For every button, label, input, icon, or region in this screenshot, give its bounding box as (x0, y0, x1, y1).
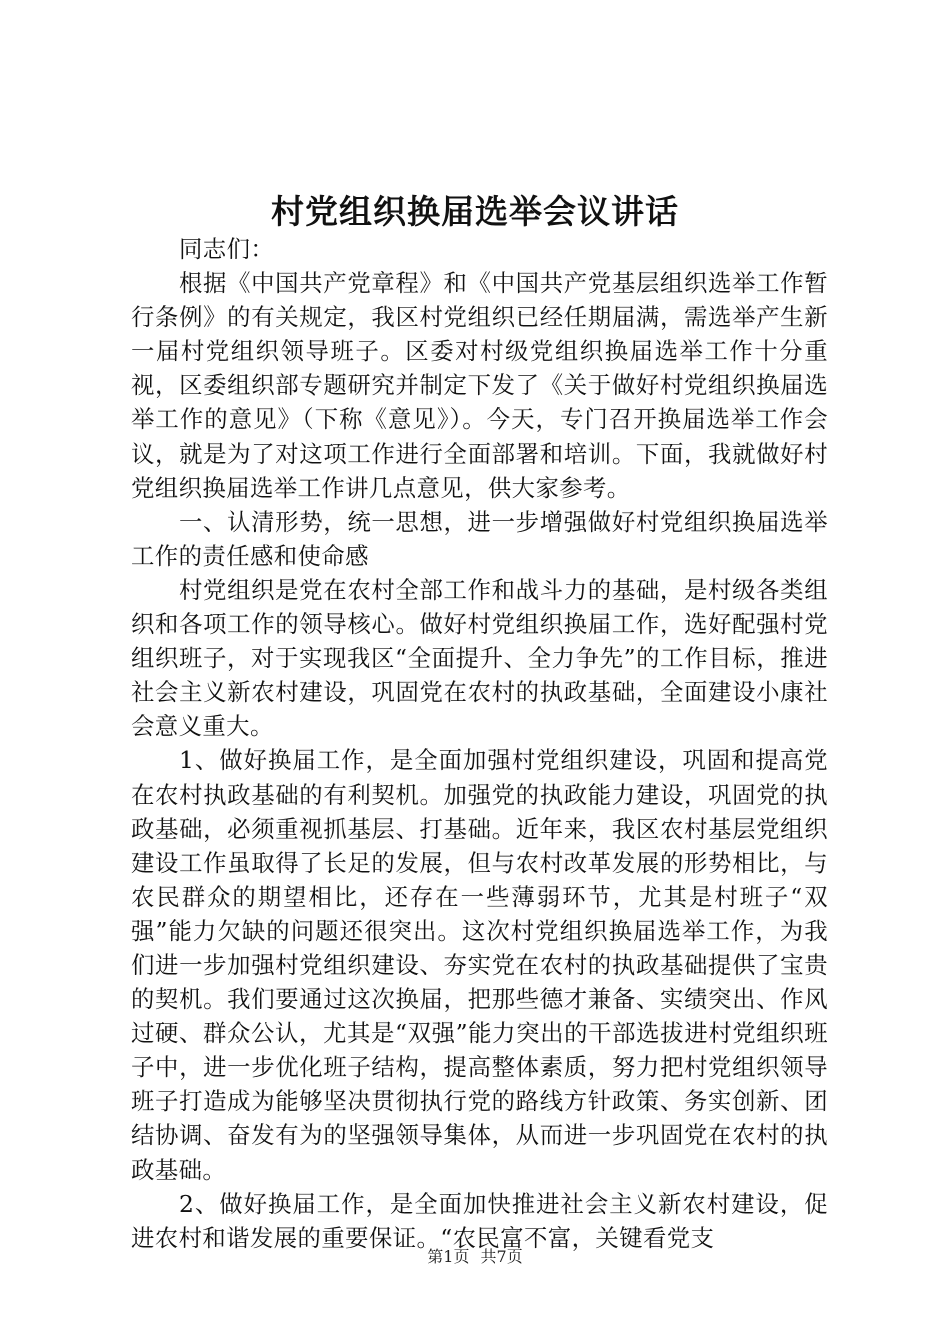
document-title: 村党组织换届选举会议讲话 (271, 192, 679, 231)
section-1-paragraph: 村党组织是党在农村全部工作和战斗力的基础，是村级各类组织和各项工作的领导核心。做好村党组织换届工作，选好配强村党组织班子，对于实现我区“全面提升、全力争先”的工作目标，推进社会主义新农村建设，巩固党在农村的执政基础，全面建设小康社会意义重大。 (131, 575, 828, 741)
point-2-paragraph: 2、做好换届工作，是全面加快推进社会主义新农村建设，促进农村和谐发展的重要保证。“农民富不富，关键看党支 (131, 1189, 828, 1252)
page-number: 第1页 (427, 1247, 470, 1266)
section-heading-1: 一、认清形势，统一思想，进一步增强做好村党组织换届选举工作的责任感和使命感 (131, 507, 828, 570)
intro-paragraph: 根据《中国共产党章程》和《中国共产党基层组织选举工作暂行条例》的有关规定，我区村党组织已经任期届满，需选举产生新一届村党组织领导班子。区委对村级党组织换届选举工作十分重视，区委组织部专题研究并制定下发了《关于做好村党组织换届选举工作的意见》（下称《意见》）。今天，专门召开换届选举工作会议，就是为了对这项工作进行全面部署和培训。下面，我就做好村党组织换届选举工作讲几点意见，供大家参考。 (131, 269, 828, 502)
point-1-paragraph: 1、做好换届工作，是全面加强村党组织建设，巩固和提高党在农村执政基础的有利契机。加强党的执政能力建设，巩固党的执政基础，必须重视抓基层、打基础。近年来，我区农村基层党组织建设工作虽取得了长足的发展，但与农村改革发展的形势相比，与农民群众的期望相比，还存在一些薄弱环节，尤其是村班子“双强”能力欠缺的问题还很突出。这次村党组织换届选举工作，为我们进一步加强村党组织建设、夯实党在农村的执政基础提供了宝贵的契机。我们要通过这次换届，把那些德才兼备、实绩突出、作风过硬、群众公认，尤其是“双强”能力突出的干部选拔进村党组织班子中，进一步优化班子结构，提高整体素质，努力把村党组织领导班子打造成为能够坚决贯彻执行党的路线方针政策、务实创新、团结协调、奋发有为的坚强领导集体，从而进一步巩固党在农村的执政基础。 (131, 746, 828, 1184)
document-body (131, 232, 828, 1255)
page-footer (0, 1244, 950, 1267)
page-total: 共7页 (480, 1247, 523, 1266)
salutation-paragraph: 同志们： (179, 235, 275, 263)
